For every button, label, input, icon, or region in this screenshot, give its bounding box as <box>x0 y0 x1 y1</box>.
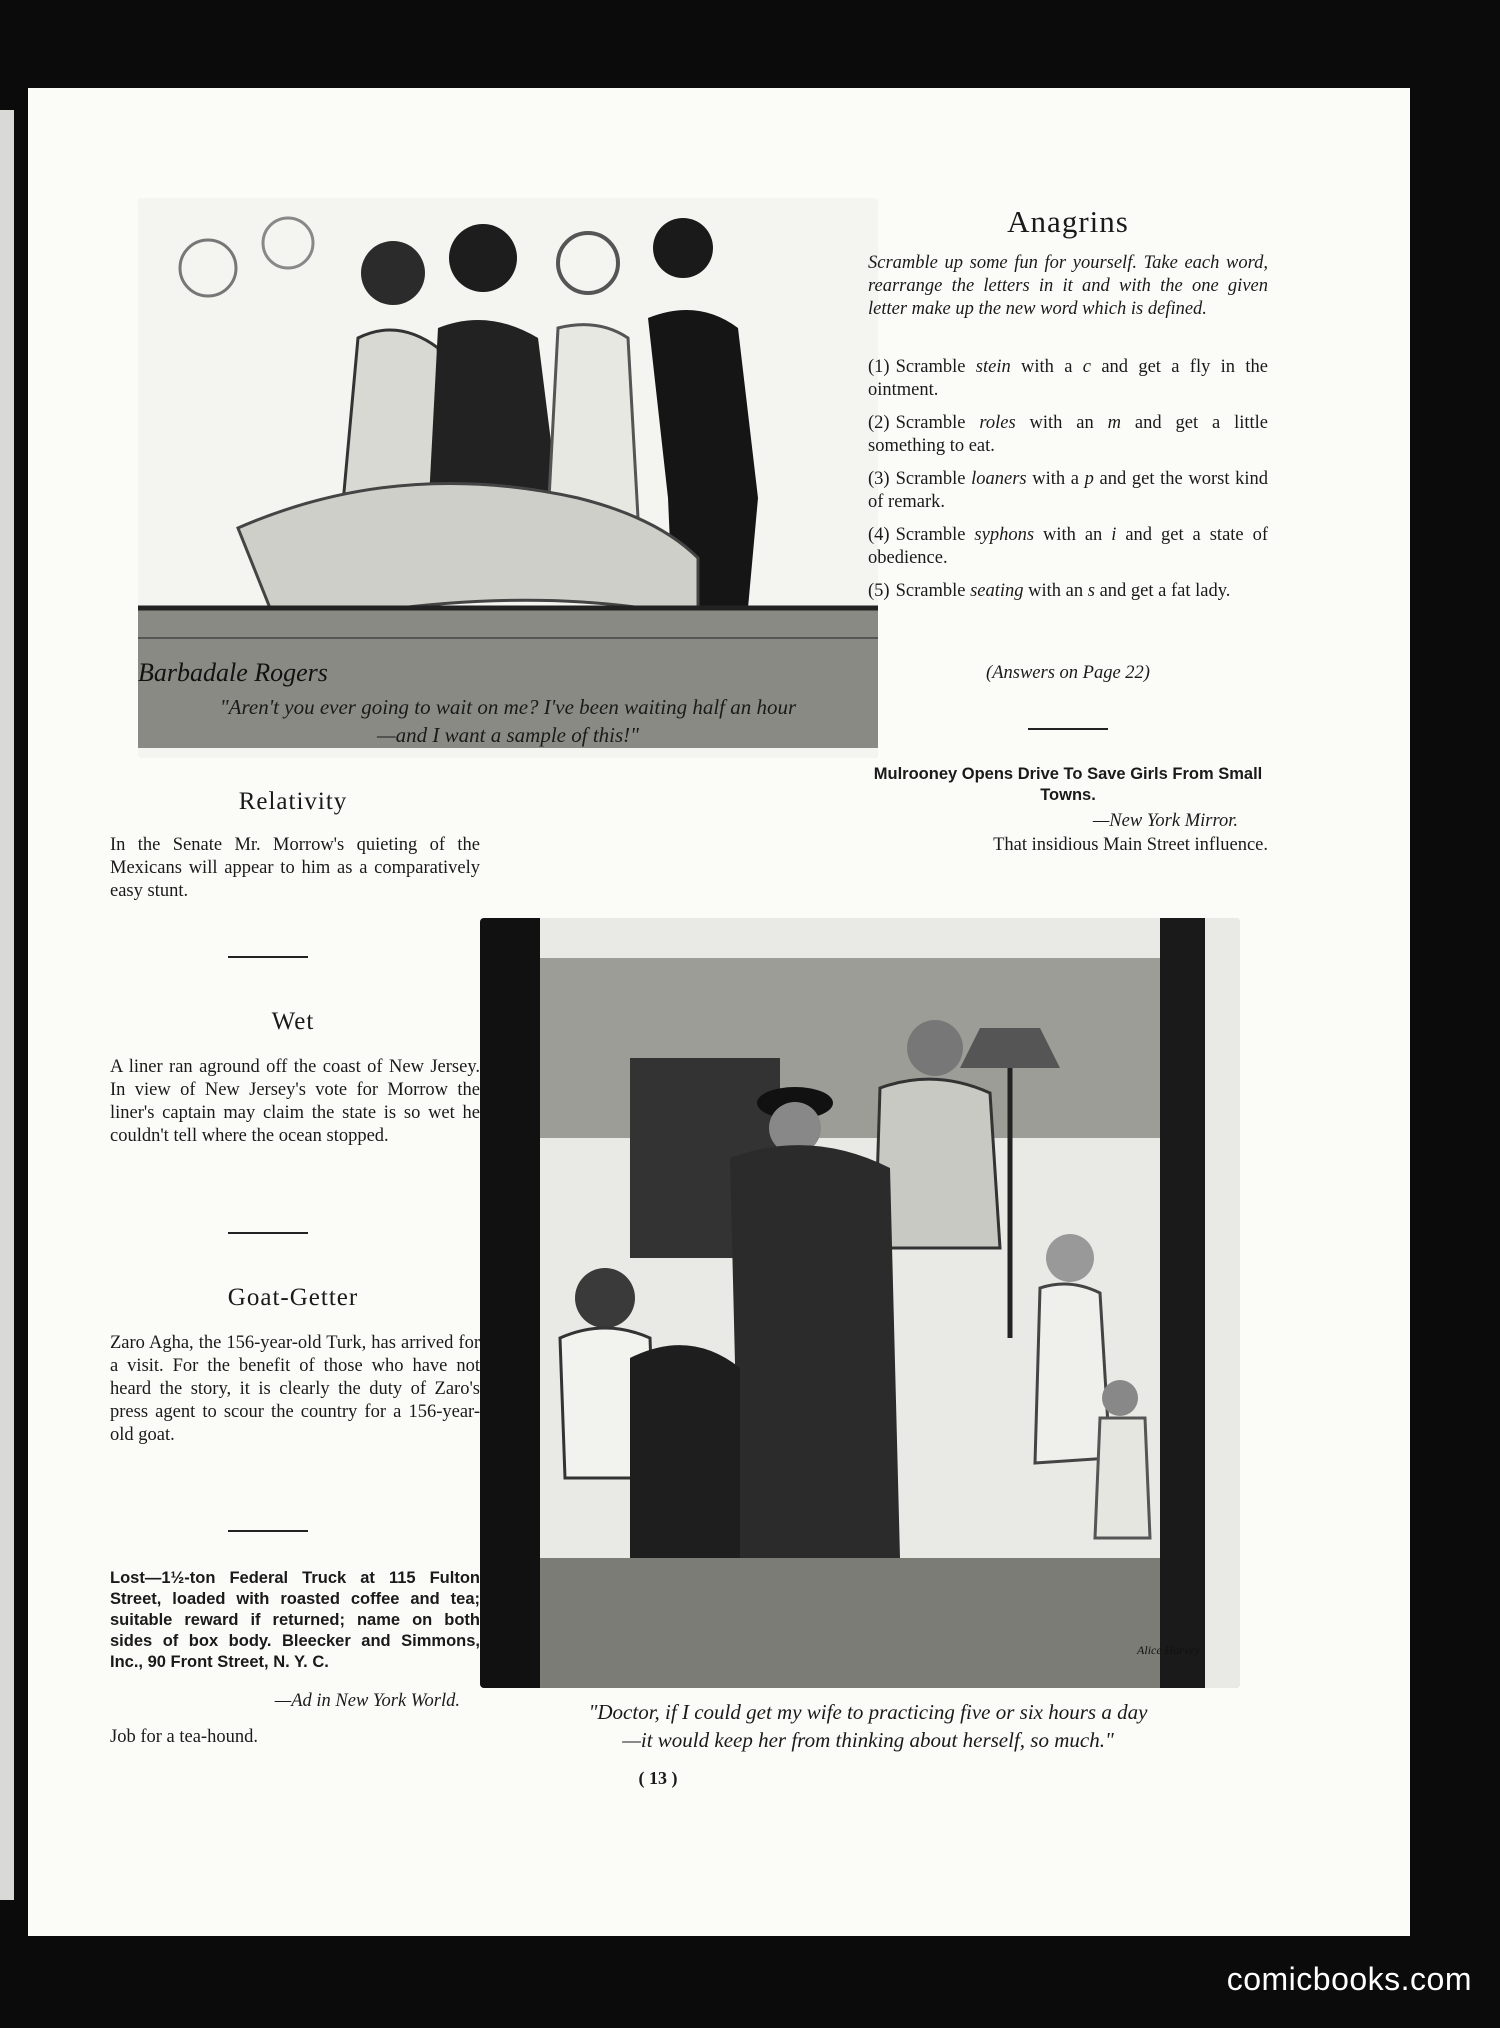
lost-truck-ad: Lost—1½-ton Federal Truck at 115 Fulton Street, loaded with roasted coffee and tea; suitable reward if returned; name on both sides of box body. Bleecker and Simmons, Inc., 90 Front Street, N. Y. C. <box>110 1569 480 1671</box>
anagrins-intro: Scramble up some fun for yourself. Take each word, rearrange the letters in it and with the one given letter make up the new word which is defined. <box>868 253 1268 319</box>
mulrooney-headline: Mulrooney Opens Drive To Save Girls From Small Towns. <box>873 765 1263 804</box>
artist-signature-top: Barbadale Rogers <box>138 658 328 687</box>
doctor-visit-drawing <box>480 918 1240 1688</box>
goat-getter-text: Zaro Agha, the 156-year-old Turk, has arrived for a visit. For the benefit of those who have not heard the story, it is clearly the duty of Zaro's press agent to scour the country for a 156-year-old goat. <box>110 1333 480 1445</box>
divider-rule <box>228 956 308 958</box>
illustration-shop-counter <box>138 198 878 758</box>
illustration-doctor-visit <box>480 918 1240 1688</box>
magazine-page <box>28 88 1410 1936</box>
divider-rule <box>228 1232 308 1234</box>
relativity-title: Relativity <box>238 788 348 815</box>
anagram-item-2: (2) Scramble roles with an m and get a little something to eat. <box>868 413 1268 456</box>
anagram-item-3: (3) Scramble loaners with a p and get the worst kind of remark. <box>868 469 1268 512</box>
mulrooney-source: —New York Mirror. <box>1092 811 1238 831</box>
previous-page-edge <box>0 110 14 1900</box>
lost-truck-ad-source: —Ad in New York World. <box>274 1691 460 1711</box>
anagram-item-1: (1) Scramble stein with a c and get a fly in the ointment. <box>868 357 1268 400</box>
watermark: comicbooks.com <box>1226 1961 1472 1997</box>
anagrins-title: Anagrins <box>1007 204 1129 239</box>
anagram-item-4: (4) Scramble syphons with an i and get a state of obedience. <box>868 525 1268 568</box>
wet-text: A liner ran aground off the coast of New Jersey. In view of New Jersey's vote for Morrow the liner's captain may claim the state is so wet he couldn't tell where the ocean stopped. <box>110 1057 480 1146</box>
mulrooney-comment: That insidious Main Street influence. <box>993 835 1268 855</box>
artist-signature-bottom: Alice Harvey <box>1137 1643 1200 1657</box>
page-number: ( 13 ) <box>638 1768 678 1788</box>
anagram-item-5: (5) Scramble seating with an s and get a fat lady. <box>868 581 1231 601</box>
relativity-text: In the Senate Mr. Morrow's quieting of the Mexicans will appear to him as a comparatively easy stunt. <box>110 835 480 901</box>
top-illustration-caption: "Aren't you ever going to wait on me? I've been waiting half an hour —and I want a sample of this!" <box>219 695 797 747</box>
wet-title: Wet <box>271 1008 315 1035</box>
bottom-illustration-caption: "Doctor, if I could get my wife to practicing five or six hours a day —it would keep her from thinking about herself, so much." <box>588 1700 1148 1752</box>
lost-truck-comment: Job for a tea-hound. <box>110 1727 258 1747</box>
divider-rule <box>228 1530 308 1532</box>
anagrins-list <box>868 356 1268 613</box>
anagrins-answers-note: (Answers on Page 22) <box>986 663 1150 683</box>
divider-rule <box>1028 728 1108 730</box>
goat-getter-title: Goat-Getter <box>227 1284 359 1311</box>
